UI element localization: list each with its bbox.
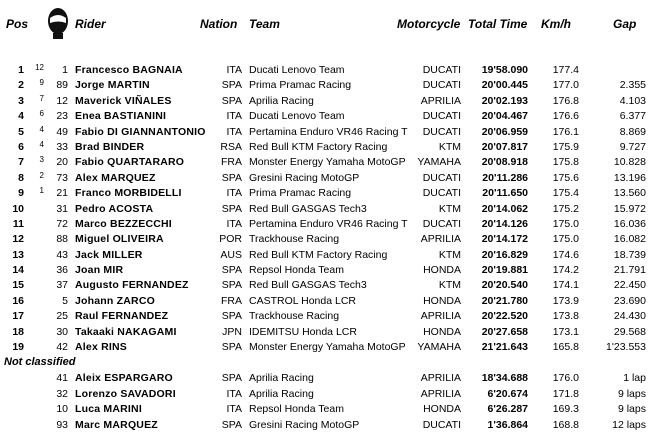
table-row [0,401,650,416]
rider-name: Augusto FERNANDEZ [75,279,189,292]
speed-kmh: 173.1 [552,325,579,338]
speed-kmh: 176.6 [552,110,579,123]
total-time: 20'14.126 [481,217,528,230]
total-time: 20'20.540 [481,279,528,292]
grid-position: 9 [39,78,44,88]
gap: 1'23.553 [606,341,646,354]
team-name: IDEMITSU Honda LCR [249,325,357,338]
table-row [0,277,650,292]
total-time: 19'58.090 [481,64,528,76]
position: 1 [18,64,24,76]
nation: SPA [221,202,242,215]
nation: POR [219,233,242,246]
total-time: 20'14.172 [481,233,528,246]
total-time: 20'21.780 [481,294,528,307]
motorcycle: DUCATI [422,187,461,200]
table-row [0,77,650,92]
gap: 13.196 [613,171,646,184]
table-row [0,262,650,277]
nation: FRA [221,294,242,307]
motorcycle: KTM [438,202,461,215]
grid-position: 7 [39,93,44,103]
rider-name: Franco MORBIDELLI [75,187,182,200]
team-name: Aprilia Racing [249,94,314,107]
motorcycle: DUCATI [422,125,461,138]
team-name: Trackhouse Racing [249,233,340,246]
rider-number: 88 [56,233,68,246]
grid-position: 4 [39,139,44,149]
nation: SPA [221,372,242,385]
speed-kmh: 175.8 [552,156,579,169]
table-row [0,324,650,339]
total-time: 6'26.287 [487,403,528,416]
grid-position: 3 [39,155,44,165]
rider-number: 43 [56,248,68,261]
speed-kmh: 168.8 [552,418,579,431]
header-gap: Gap [613,17,637,31]
table-row [0,247,650,262]
total-time: 20'27.658 [481,325,528,338]
total-time: 20'04.467 [481,110,528,123]
rider-name: Raul FERNANDEZ [75,310,169,323]
total-time: 20'16.829 [481,248,528,261]
team-name: Prima Pramac Racing [249,187,352,200]
rider-number: 21 [56,187,68,200]
position: 7 [18,156,24,169]
motorcycle: DUCATI [422,217,461,230]
team-name: Pertamina Enduro VR46 Racing T [249,217,408,230]
total-time: 6'20.674 [487,387,528,400]
team-name: Aprilia Racing [249,372,314,385]
position: 10 [12,202,24,215]
header-team: Team [249,17,280,31]
not-classified-list [0,370,650,432]
nation: SPA [221,94,242,107]
rider-name: Miguel OLIVEIRA [75,233,164,246]
team-name: Red Bull GASGAS Tech3 [249,279,367,292]
table-row [0,201,650,216]
table-row [0,417,650,432]
gap: 21.791 [613,264,646,277]
gap: 4.103 [619,94,646,107]
position: 3 [18,94,24,107]
total-time: 20'06.959 [481,125,528,138]
nation: SPA [221,279,242,292]
rider-name: Aleix ESPARGARO [75,372,173,385]
rider-number: 32 [56,387,68,400]
table-row [0,93,650,108]
table-row [0,339,650,354]
header-total-time: Total Time [468,17,528,31]
rider-name: Alex MARQUEZ [75,171,156,184]
position: 17 [12,310,24,323]
motorcycle: DUCATI [422,79,461,92]
rider-number: 25 [56,310,68,323]
total-time: 20'19.881 [481,264,528,277]
nation: SPA [221,79,242,92]
total-time: 20'00.445 [481,79,528,92]
gap: 10.828 [613,156,646,169]
gap: 12 laps [612,418,646,431]
team-name: Aprilia Racing [249,387,314,400]
rider-number: 89 [56,79,68,92]
team-name: Ducati Lenovo Team [249,110,345,123]
motorcycle: HONDA [423,403,461,416]
nation: SPA [221,341,242,354]
table-header [0,0,650,48]
position: 5 [18,125,24,138]
team-name: Pertamina Enduro VR46 Racing T [249,125,408,138]
nation: ITA [226,187,242,200]
rider-name: Lorenzo SAVADORI [75,387,176,400]
gap: 6.377 [619,110,646,123]
gap: 1 lap [623,372,646,385]
total-time: 20'14.062 [481,202,528,215]
team-name: Trackhouse Racing [249,310,340,323]
rider-name: Marco BEZZECCHI [75,217,172,230]
total-time: 20'02.193 [481,94,528,107]
team-name: Red Bull KTM Factory Racing [249,140,388,153]
motorcycle: KTM [438,248,461,261]
rider-number: 31 [56,202,68,215]
speed-kmh: 175.0 [552,233,579,246]
gap: 9 laps [617,387,646,400]
table-row [0,139,650,154]
grid-position: 1 [39,186,44,196]
speed-kmh: 174.2 [552,264,579,277]
gap: 9 laps [617,403,646,416]
speed-kmh: 173.8 [552,310,579,323]
total-time: 20'11.286 [482,171,528,184]
team-name: Prima Pramac Racing [249,79,352,92]
rider-number: 93 [56,418,68,431]
table-row [0,308,650,323]
nation: SPA [221,171,242,184]
grid-position: 6 [39,109,44,119]
rider-number: 33 [56,140,68,153]
header-rider: Rider [75,17,106,31]
speed-kmh: 173.9 [552,294,579,307]
rider-name: Luca MARINI [75,403,142,416]
header-pos: Pos [6,17,29,31]
rider-number: 20 [56,156,68,169]
table-row [0,124,650,139]
table-row [0,293,650,308]
speed-kmh: 175.4 [552,187,579,200]
total-time: 20'22.520 [481,310,528,323]
rider-name: Enea BASTIANINI [75,110,167,123]
speed-kmh: 175.0 [552,217,579,230]
speed-kmh: 175.6 [552,171,579,184]
team-name: CASTROL Honda LCR [249,294,356,307]
speed-kmh: 176.8 [552,94,579,107]
grid-position: 2 [39,170,44,180]
rider-name: Jorge MARTIN [75,79,150,92]
gap: 16.036 [613,217,646,230]
gap: 15.972 [613,202,646,215]
speed-kmh: 171.8 [552,387,579,400]
rider-name: Takaaki NAKAGAMI [75,325,177,338]
gap: 9.727 [619,140,646,153]
motorcycle: DUCATI [422,418,461,431]
speed-kmh: 174.6 [552,248,579,261]
speed-kmh: 176.1 [552,125,579,138]
rider-number: 42 [56,341,68,354]
gap: 29.568 [613,325,646,338]
team-name: Monster Energy Yamaha MotoGP [249,156,406,169]
rider-number: 5 [62,294,68,307]
rider-name: Fabio QUARTARARO [75,156,185,169]
rider-number: 49 [56,125,68,138]
gap: 13.560 [613,187,646,200]
table-row [0,170,650,185]
total-time: 1'36.864 [487,418,528,431]
position: 19 [12,341,24,354]
rider-number: 12 [56,94,68,107]
position: 18 [12,325,24,338]
motorcycle: APRILIA [420,310,461,323]
position: 4 [18,110,24,123]
header-kmh: Km/h [541,17,571,31]
rider-number: 73 [56,171,68,184]
table-row [0,370,650,385]
speed-kmh: 175.2 [552,202,579,215]
speed-kmh: 176.0 [552,372,579,385]
position: 8 [18,171,24,184]
table-row [0,386,650,401]
nation: ITA [226,125,242,138]
gap: 23.690 [613,294,646,307]
speed-kmh: 175.9 [552,140,579,153]
team-name: Repsol Honda Team [249,264,344,277]
rider-name: Fabio DI GIANNANTONIO [75,125,206,138]
speed-kmh: 177.4 [552,64,579,76]
total-time: 21'21.643 [481,341,528,354]
motorcycle: APRILIA [420,233,461,246]
motorcycle: APRILIA [420,387,461,400]
table-row [0,108,650,123]
nation: SPA [221,264,242,277]
position: 11 [12,217,24,230]
total-time: 20'11.650 [482,187,528,200]
speed-kmh: 169.3 [552,403,579,416]
motorcycle: DUCATI [422,171,461,184]
nation: ITA [226,217,242,230]
motorcycle: KTM [438,279,461,292]
speed-kmh: 177.0 [552,79,579,92]
rider-number: 10 [56,403,68,416]
nation: ITA [226,110,242,123]
rider-name: Johann ZARCO [75,294,155,307]
rider-name: Jack MILLER [75,248,143,261]
position: 14 [12,264,24,277]
position: 15 [12,279,24,292]
motorcycle: YAMAHA [417,156,461,169]
motorcycle: YAMAHA [417,341,461,354]
gap: 16.082 [613,233,646,246]
team-name: Gresini Racing MotoGP [249,171,360,184]
team-name: Red Bull KTM Factory Racing [249,248,388,261]
table-row [0,216,650,231]
team-name: Ducati Lenovo Team [249,64,345,76]
motorcycle: DUCATI [422,64,461,76]
nation: ITA [226,64,242,76]
nation: SPA [221,418,242,431]
position: 9 [18,187,24,200]
gap: 2.355 [619,79,646,92]
nation: AUS [220,248,242,261]
nation: ITA [226,403,242,416]
gap: 24.430 [613,310,646,323]
results-table [0,62,650,432]
speed-kmh: 165.8 [552,341,579,354]
rider-name: Maverick VIÑALES [75,94,172,107]
rider-number: 72 [56,217,68,230]
rider-name: Pedro ACOSTA [75,202,154,215]
nation: SPA [221,310,242,323]
table-row [0,154,650,169]
speed-kmh: 174.1 [552,279,579,292]
total-time: 20'08.918 [481,156,528,169]
rider-number: 41 [56,372,68,385]
rider-name: Francesco BAGNAIA [75,64,183,76]
total-time: 20'07.817 [481,140,528,153]
motorcycle: HONDA [423,264,461,277]
classified-list [0,62,650,354]
motorcycle: APRILIA [420,372,461,385]
gap: 8.869 [619,125,646,138]
helmet-icon [44,4,70,40]
rider-name: Joan MIR [75,264,124,277]
grid-position: 4 [39,124,44,134]
not-classified-label: Not classified [4,356,76,369]
rider-number: 37 [56,279,68,292]
header-nation: Nation [200,17,238,31]
rider-number: 23 [56,110,68,123]
total-time: 18'34.688 [481,372,528,385]
team-name: Red Bull GASGAS Tech3 [249,202,367,215]
table-row [0,62,650,77]
motorcycle: HONDA [423,294,461,307]
position: 6 [18,140,24,153]
motorcycle: APRILIA [420,94,461,107]
rider-number: 30 [56,325,68,338]
not-classified-section [0,354,650,370]
team-name: Repsol Honda Team [249,403,344,416]
rider-name: Marc MARQUEZ [75,418,158,431]
position: 12 [12,233,24,246]
position: 13 [12,248,24,261]
rider-name: Brad BINDER [75,140,145,153]
position: 16 [12,294,24,307]
rider-name: Alex RINS [75,341,127,354]
rider-number: 1 [62,64,68,76]
gap: 18.739 [613,248,646,261]
nation: RSA [220,140,242,153]
motorcycle: KTM [438,140,461,153]
rider-number: 36 [56,264,68,277]
nation: ITA [226,387,242,400]
nation: JPN [222,325,242,338]
header-motorcycle: Motorcycle [397,17,461,31]
position: 2 [18,79,24,92]
grid-position: 12 [35,63,44,72]
motorcycle: DUCATI [422,110,461,123]
team-name: Monster Energy Yamaha MotoGP [249,341,406,354]
team-name: Gresini Racing MotoGP [249,418,360,431]
nation: FRA [221,156,242,169]
motorcycle: HONDA [423,325,461,338]
table-row [0,185,650,200]
gap: 22.450 [613,279,646,292]
table-row [0,231,650,246]
